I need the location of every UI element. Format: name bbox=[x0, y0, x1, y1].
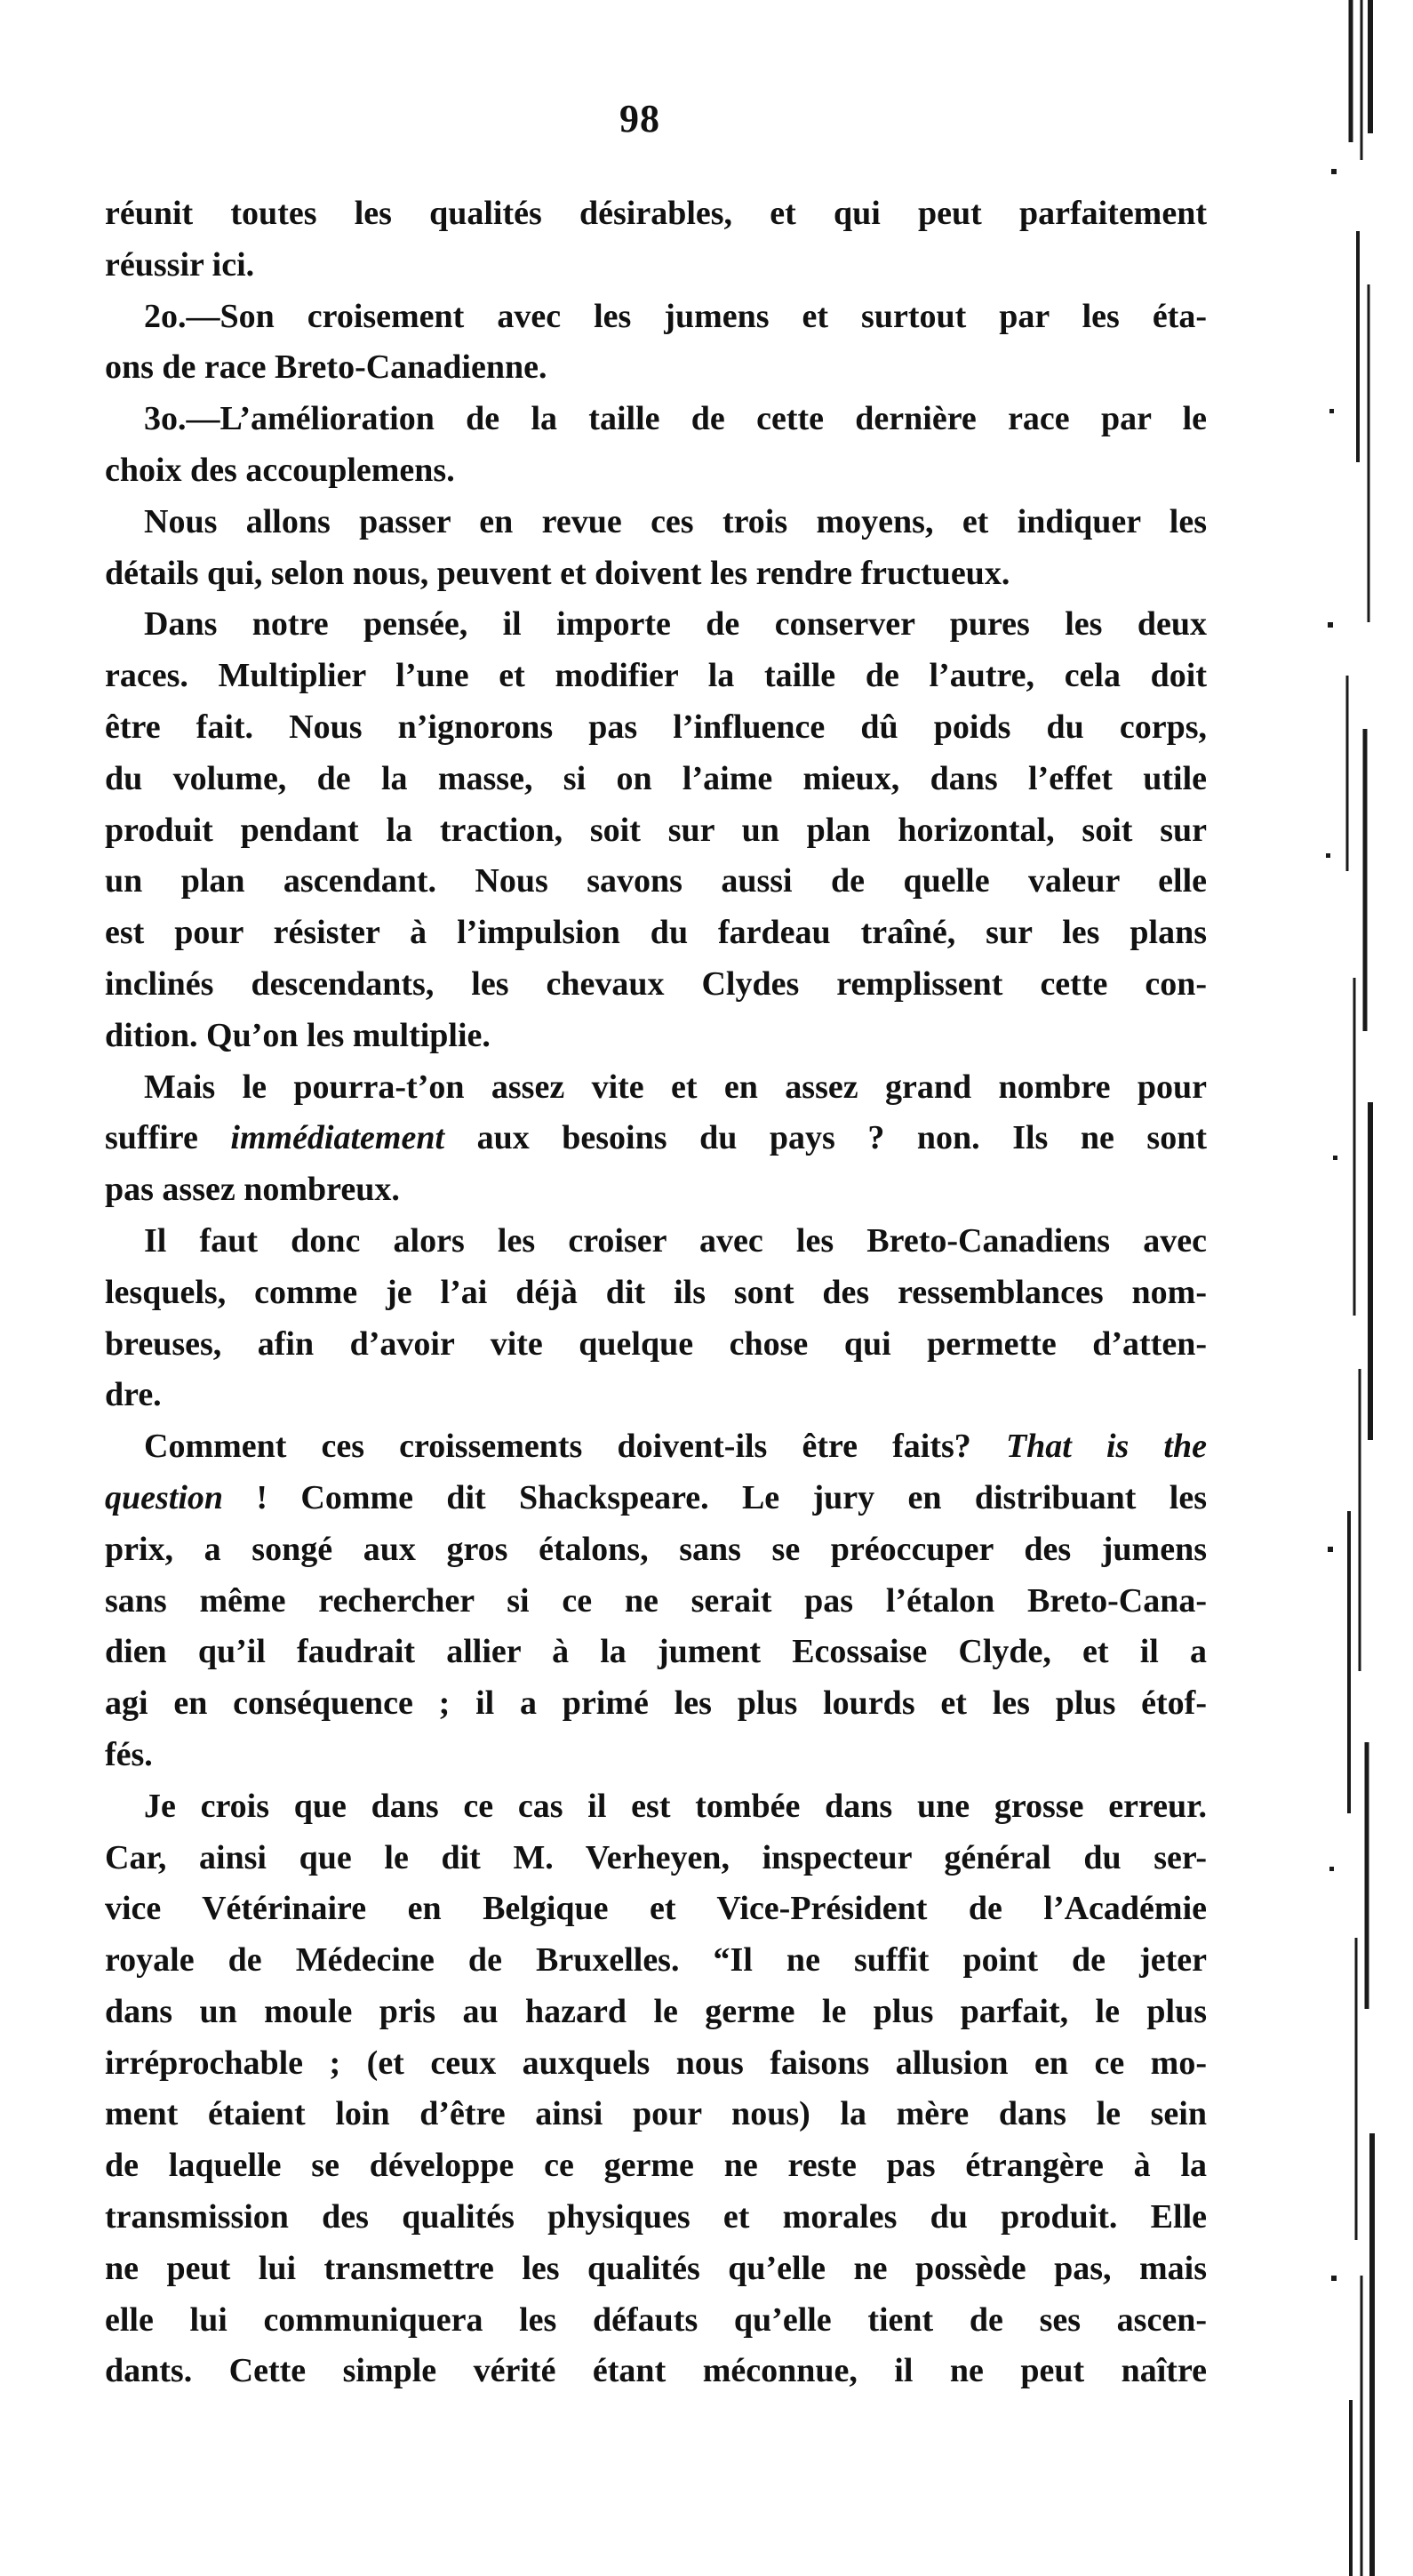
text-line-content: irréprochable ; (et ceux auxquels nous faisons allusion en ce mo- bbox=[105, 2044, 1207, 2082]
text-line-content: réussir ici. bbox=[105, 245, 255, 284]
text-line-content: dien qu’il faudrait allier à la jument Ecossaise Clyde, et il a bbox=[105, 1633, 1207, 1671]
text-line bbox=[105, 2140, 1207, 2192]
text-line-content: vice Vétérinaire en Belgique et Vice-Président de l’Académie bbox=[105, 1890, 1207, 1928]
text-line-content: elle lui communiquera les défauts qu’elle tient de ses ascen- bbox=[105, 2300, 1207, 2339]
italic-text: question bbox=[105, 1478, 224, 1516]
text-line bbox=[105, 1884, 1207, 1935]
text-line-content: transmission des qualités physiques et morales du produit. Elle bbox=[105, 2198, 1207, 2236]
text-line bbox=[105, 1216, 1207, 1268]
text-line-content: inclinés descendants, les chevaux Clydes remplissent cette con- bbox=[105, 964, 1207, 1003]
text-line-content: breuses, afin d’avoir vite quelque chose qui permette d’atten- bbox=[105, 1324, 1207, 1363]
text-line bbox=[105, 240, 1207, 292]
text-line bbox=[105, 1062, 1207, 1114]
text-line-content: ons de race Breto-Canadienne. bbox=[105, 348, 547, 387]
text-line-content: fés. bbox=[105, 1735, 153, 1773]
italic-text: That is the bbox=[1005, 1428, 1207, 1466]
text-line-content: choix des accouplemens. bbox=[105, 451, 455, 489]
text-line bbox=[105, 1935, 1207, 1987]
text-line bbox=[105, 188, 1207, 240]
text-line-content: Mais le pourra-t’on assez vite et en assez grand nombre pour bbox=[144, 1068, 1207, 1106]
text-line bbox=[105, 805, 1207, 857]
text-line bbox=[105, 959, 1207, 1011]
text-line bbox=[105, 1987, 1207, 2038]
binding-edge-marks bbox=[1306, 0, 1413, 2576]
text-line bbox=[105, 548, 1207, 600]
text-line bbox=[105, 2089, 1207, 2140]
text-line-content: réunit toutes les qualités désirables, et qui peut parfaitement bbox=[105, 195, 1207, 232]
text-line bbox=[105, 497, 1207, 548]
text-line-content: royale de Médecine de Bruxelles. “Il ne suffit point de jeter bbox=[105, 1941, 1207, 1980]
text-line bbox=[105, 1370, 1207, 1421]
page-number: 98 bbox=[619, 97, 660, 140]
text-line bbox=[105, 1833, 1207, 1884]
text-line-content: Comment ces croissements doivent-ils être faits? bbox=[144, 1428, 1006, 1466]
text-line-content: dans un moule pris au hazard le germe le plus parfait, le plus bbox=[105, 1992, 1207, 2030]
text-line-content: Dans notre pensée, il importe de conserver pures les deux bbox=[144, 605, 1207, 644]
text-line-content: 2o.—Son croisement avec les jumens et surtout par les éta- bbox=[144, 297, 1207, 335]
text-line-content: pas assez nombreux. bbox=[105, 1171, 400, 1209]
text-line-content: 3o.—L’amélioration de la taille de cette dernière race par le bbox=[144, 400, 1207, 438]
text-line bbox=[105, 1576, 1207, 1628]
text-line-content: de laquelle se développe ce germe ne reste pas étrangère à la bbox=[105, 2147, 1207, 2185]
text-line-content: dition. Qu’on les multiplie. bbox=[105, 1016, 491, 1054]
text-line-content: suffire bbox=[105, 1119, 231, 1157]
body-text bbox=[105, 188, 1207, 2397]
text-line bbox=[105, 1730, 1207, 1781]
text-line bbox=[105, 856, 1207, 908]
text-line-content: ne peut lui transmettre les qualités qu’elle ne possède pas, mais bbox=[105, 2249, 1207, 2287]
text-line-content: produit pendant la traction, soit sur un plan horizontal, soit sur bbox=[105, 811, 1207, 849]
text-line bbox=[105, 1421, 1207, 1473]
text-line bbox=[105, 2244, 1207, 2295]
text-line bbox=[105, 342, 1207, 394]
text-line bbox=[105, 2295, 1207, 2347]
italic-text: immédiatement bbox=[230, 1119, 445, 1157]
text-line-continuation: aux besoins du pays ? non. Ils ne sont bbox=[444, 1119, 1207, 1157]
text-line bbox=[105, 651, 1207, 702]
text-line-content: lesquels, comme je l’ai déjà dit ils sont des ressemblances nom- bbox=[105, 1273, 1207, 1311]
text-line bbox=[105, 702, 1207, 754]
text-line bbox=[105, 2192, 1207, 2244]
text-line-content: du volume, de la masse, si on l’aime mieux, dans l’effet utile bbox=[105, 759, 1207, 797]
text-line bbox=[105, 1473, 1207, 1524]
text-line-content: Il faut donc alors les croiser avec les Breto-Canadiens avec bbox=[144, 1221, 1207, 1260]
text-line-content: ment étaient loin d’être ainsi pour nous) la mère dans le sein bbox=[105, 2095, 1207, 2133]
text-line-content: dre. bbox=[105, 1376, 162, 1414]
text-line bbox=[105, 2038, 1207, 2090]
text-line-content: être fait. Nous n’ignorons pas l’influence dû poids du corps, bbox=[105, 708, 1207, 746]
text-line bbox=[105, 754, 1207, 805]
text-line bbox=[105, 1781, 1207, 1833]
text-line bbox=[105, 1627, 1207, 1678]
text-line-content: Car, ainsi que le dit M. Verheyen, inspecteur général du ser- bbox=[105, 1838, 1207, 1876]
text-line-content: Nous allons passer en revue ces trois moyens, et indiquer les bbox=[144, 502, 1207, 540]
text-line-content: détails qui, selon nous, peuvent et doivent les rendre fructueux. bbox=[105, 554, 1010, 592]
binding-edge-svg bbox=[1306, 0, 1413, 2576]
text-line bbox=[105, 908, 1207, 959]
text-line bbox=[105, 1164, 1207, 1216]
text-line bbox=[105, 1268, 1207, 1319]
text-line-content: Je crois que dans ce cas il est tombée dans une grosse erreur. bbox=[144, 1787, 1207, 1825]
text-line-content: sans même rechercher si ce ne serait pas l’étalon Breto-Cana- bbox=[105, 1581, 1207, 1620]
text-line bbox=[105, 394, 1207, 445]
text-line-content: un plan ascendant. Nous savons aussi de quelle valeur elle bbox=[105, 862, 1207, 900]
text-line-content: prix, a songé aux gros étalons, sans se préoccuper des jumens bbox=[105, 1530, 1207, 1568]
text-line bbox=[105, 1113, 1207, 1164]
text-line-content: races. Multiplier l’une et modifier la taille de l’autre, cela doit bbox=[105, 657, 1207, 695]
text-line-content: dants. Cette simple vérité étant méconnue, il ne peut naître bbox=[105, 2352, 1207, 2390]
text-line-content: est pour résister à l’impulsion du fardeau traîné, sur les plans bbox=[105, 914, 1207, 952]
text-line bbox=[105, 2346, 1207, 2397]
text-line bbox=[105, 445, 1207, 497]
text-line bbox=[105, 599, 1207, 651]
text-line bbox=[105, 1678, 1207, 1730]
text-line-continuation: ! Comme dit Shackspeare. Le jury en distribuant les bbox=[223, 1478, 1207, 1516]
text-line bbox=[105, 1524, 1207, 1576]
text-line bbox=[105, 1319, 1207, 1371]
text-line-content: agi en conséquence ; il a primé les plus lourds et les plus étof- bbox=[105, 1684, 1207, 1723]
text-line bbox=[105, 292, 1207, 343]
text-line bbox=[105, 1011, 1207, 1062]
